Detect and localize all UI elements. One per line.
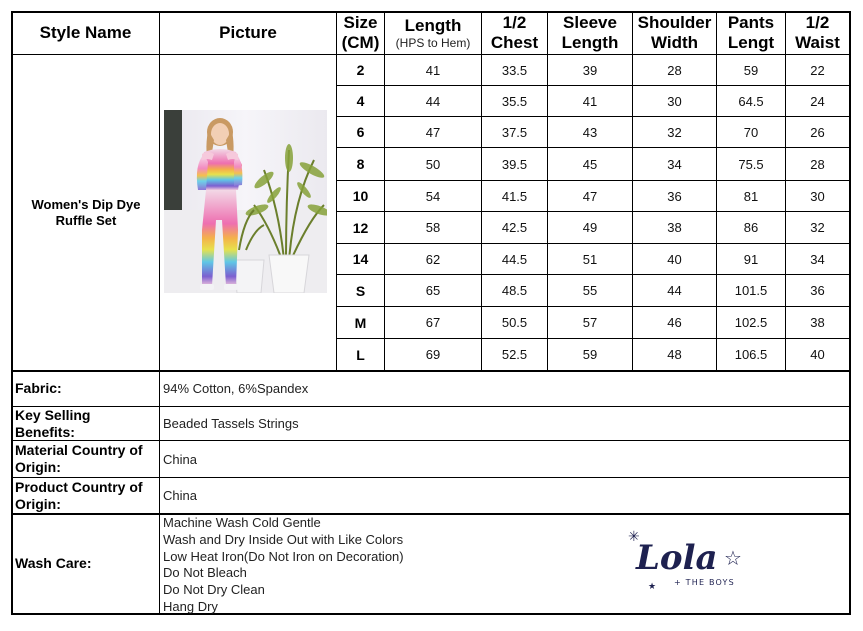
cell-length: 44	[425, 93, 441, 109]
lola-brand-text: Lola	[636, 538, 718, 578]
cell-length: 50	[425, 156, 441, 172]
cell-length: 47	[425, 124, 441, 140]
cell-sleeve: 39	[582, 62, 598, 78]
product-photo	[164, 110, 327, 293]
cell-sleeve: 57	[582, 315, 598, 330]
lola-logo	[626, 525, 756, 595]
cell-length: 65	[425, 283, 441, 298]
cell-pants: 75.5	[738, 156, 764, 172]
cell-pants: 59	[743, 62, 759, 78]
cell-waist: 34	[810, 251, 825, 267]
cell-chest: 37.5	[501, 124, 528, 140]
cell-shoulder: 30	[667, 93, 682, 109]
cell-size: 8	[356, 156, 365, 172]
cell-size: M	[354, 314, 367, 331]
cell-shoulder: 28	[667, 62, 682, 78]
header-sleeve: Sleeve Length	[561, 13, 619, 52]
fabric-value: 94% Cotton, 6%Spandex	[163, 381, 309, 396]
cell-sleeve: 47	[582, 188, 598, 204]
lola-tagline: + THE BOYS	[674, 578, 735, 587]
cell-sleeve: 51	[582, 251, 598, 267]
cell-shoulder: 34	[667, 156, 682, 172]
cell-sleeve: 43	[582, 124, 598, 140]
cell-size: S	[355, 282, 366, 299]
lola-small-star-icon: ★	[648, 582, 657, 592]
header-chest: 1/2 Chest	[490, 13, 539, 52]
cell-length: 67	[425, 315, 441, 330]
cell-waist: 28	[810, 156, 825, 172]
cell-chest: 52.5	[501, 347, 528, 362]
cell-pants: 64.5	[738, 93, 764, 109]
cell-waist: 38	[810, 315, 825, 330]
cell-pants: 70	[743, 124, 759, 140]
cell-length: 58	[425, 220, 441, 235]
wash-care-line: Low Heat Iron(Do Not Iron on Decoration)	[163, 548, 404, 564]
cell-shoulder: 38	[667, 220, 682, 235]
cell-pants: 81	[743, 188, 759, 204]
cell-chest: 39.5	[501, 156, 528, 172]
cell-sleeve: 49	[582, 220, 598, 235]
cell-length: 69	[425, 347, 441, 362]
cell-size: L	[356, 346, 365, 363]
wash-care-line: Wash and Dry Inside Out with Like Colors	[163, 531, 404, 547]
cell-size: 4	[356, 93, 365, 109]
cell-length: 54	[425, 188, 441, 204]
material-country-label: Material Country of Origin:	[15, 442, 143, 475]
cell-chest: 50.5	[501, 315, 528, 330]
cell-pants: 86	[743, 220, 759, 235]
cell-sleeve: 59	[582, 347, 598, 362]
wash-care-line: Do Not Dry Clean	[163, 582, 265, 598]
cell-waist: 26	[810, 124, 825, 140]
header-shoulder: Shoulder Width	[637, 13, 712, 52]
cell-size: 2	[356, 62, 365, 78]
header-size: Size (CM)	[341, 13, 380, 52]
cell-shoulder: 40	[667, 251, 682, 267]
product-country-value: China	[163, 488, 197, 503]
cell-size: 6	[356, 124, 365, 140]
header-length: Length (HPS to Hem)	[395, 16, 471, 50]
material-country-value: China	[163, 452, 197, 467]
wash-care-list	[163, 515, 404, 616]
cell-shoulder: 46	[667, 315, 682, 330]
cell-pants: 101.5	[734, 283, 768, 298]
cell-pants: 106.5	[734, 347, 768, 362]
cell-chest: 33.5	[501, 62, 528, 78]
cell-waist: 22	[810, 62, 825, 78]
cell-shoulder: 36	[667, 188, 682, 204]
cell-size: 14	[352, 251, 369, 267]
cell-shoulder: 44	[667, 283, 682, 298]
cell-chest: 44.5	[501, 251, 528, 267]
style-name-value: Women's Dip Dye Ruffle Set	[31, 196, 141, 228]
cell-length: 41	[425, 62, 441, 78]
cell-chest: 42.5	[501, 220, 528, 235]
cell-sleeve: 41	[582, 93, 598, 109]
header-style-name: Style Name	[39, 23, 132, 42]
wash-care-line: Machine Wash Cold Gentle	[163, 515, 321, 530]
header-waist: 1/2 Waist	[795, 13, 840, 52]
cell-shoulder: 48	[667, 347, 682, 362]
cell-waist: 36	[810, 283, 825, 298]
cell-size: 10	[352, 188, 369, 204]
cell-pants: 102.5	[734, 315, 768, 330]
wash-care-line: Do Not Bleach	[163, 565, 247, 581]
cell-sleeve: 55	[582, 283, 598, 298]
key-selling-value: Beaded Tassels Strings	[163, 416, 299, 431]
wash-care-line: Hang Dry	[163, 598, 218, 614]
cell-waist: 40	[810, 347, 825, 362]
fabric-label: Fabric:	[15, 380, 62, 396]
cell-waist: 30	[810, 188, 825, 204]
key-selling-label: Key Selling Benefits:	[15, 407, 91, 440]
lola-star-outline-icon: ☆	[724, 546, 742, 570]
cell-shoulder: 32	[667, 124, 682, 140]
cell-length: 62	[425, 251, 441, 267]
cell-sleeve: 45	[582, 156, 598, 172]
cell-chest: 48.5	[501, 283, 528, 298]
product-country-label: Product Country of Origin:	[15, 479, 143, 512]
header-picture: Picture	[219, 23, 277, 42]
cell-size: 12	[352, 219, 369, 236]
cell-waist: 24	[810, 93, 825, 109]
header-pants: Pants Lengt	[727, 13, 775, 52]
cell-chest: 41.5	[501, 188, 528, 204]
wash-care-label: Wash Care:	[15, 555, 92, 571]
cell-pants: 91	[743, 251, 759, 267]
cell-chest: 35.5	[501, 93, 528, 109]
cell-waist: 32	[810, 220, 825, 235]
lola-star-icon: ✳	[628, 529, 640, 545]
